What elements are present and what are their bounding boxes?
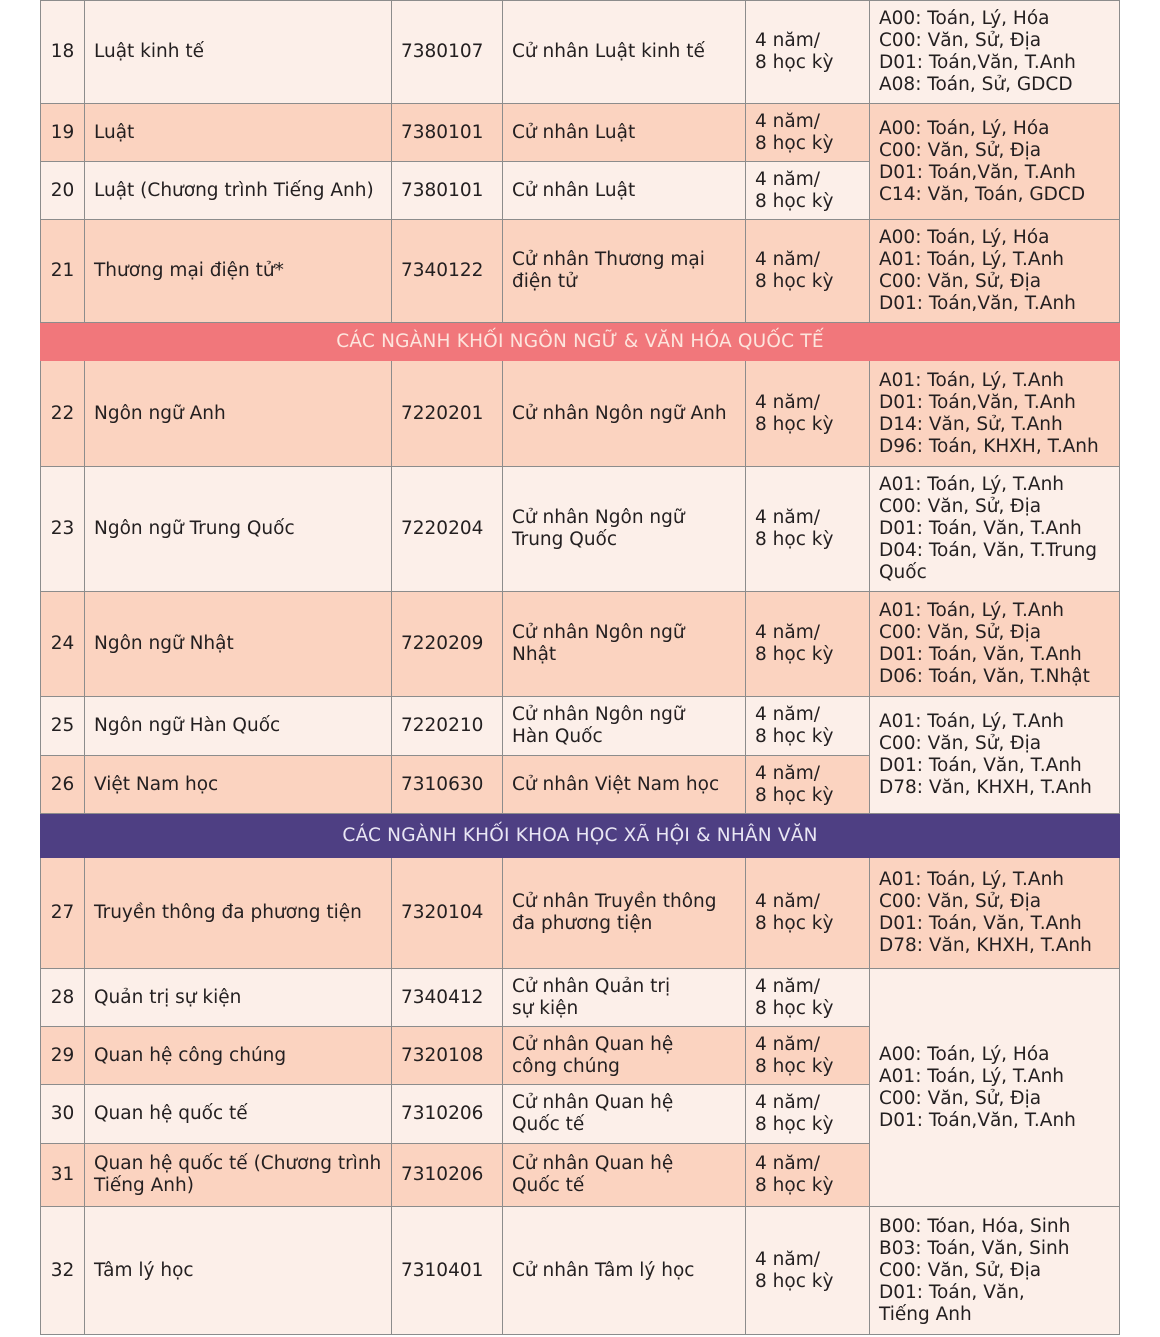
degree-title: Cử nhân Ngôn ngữ Hàn Quốc — [503, 697, 746, 756]
major-code: 7340412 — [392, 969, 503, 1027]
major-name: Ngôn ngữ Anh — [85, 361, 392, 467]
row-number: 29 — [41, 1027, 85, 1085]
major-name: Luật (Chương trình Tiếng Anh) — [85, 162, 392, 220]
section-title: CÁC NGÀNH KHỐI NGÔN NGỮ & VĂN HÓA QUỐC TẾ — [41, 323, 1120, 361]
table-row — [41, 104, 1120, 162]
major-code: 7380101 — [392, 104, 503, 162]
subject-combinations: B00: Tóan, Hóa, Sinh B03: Toán, Văn, Sinh C00: Văn, Sử, Địa D01: Toán, Văn, Tiếng Anh — [870, 1207, 1120, 1335]
degree-title: Cử nhân Ngôn ngữ Nhật — [503, 592, 746, 697]
subject-combinations: A01: Toán, Lý, T.Anh C00: Văn, Sử, Địa D01: Toán, Văn, T.Anh D04: Toán, Văn, T.Trung Quốc — [870, 467, 1120, 592]
degree-title: Cử nhân Thương mại điện tử — [503, 220, 746, 323]
study-duration: 4 năm/ 8 học kỳ — [746, 592, 870, 697]
degree-title: Cử nhân Tâm lý học — [503, 1207, 746, 1335]
row-number: 22 — [41, 361, 85, 467]
row-number: 19 — [41, 104, 85, 162]
subject-combinations: A01: Toán, Lý, T.Anh D01: Toán,Văn, T.Anh D14: Văn, Sử, T.Anh D96: Toán, KHXH, T.Anh — [870, 361, 1120, 467]
table-row — [41, 220, 1120, 323]
degree-title: Cử nhân Quan hệ Quốc tế — [503, 1144, 746, 1207]
study-duration: 4 năm/ 8 học kỳ — [746, 697, 870, 756]
major-code: 7220204 — [392, 467, 503, 592]
major-name: Việt Nam học — [85, 756, 392, 814]
admission-table-container — [40, 0, 1119, 1335]
major-code: 7310206 — [392, 1085, 503, 1144]
major-name: Ngôn ngữ Trung Quốc — [85, 467, 392, 592]
table-row — [41, 969, 1120, 1027]
major-name: Quản trị sự kiện — [85, 969, 392, 1027]
subject-combinations: A00: Toán, Lý, Hóa C00: Văn, Sử, Địa D01: Toán,Văn, T.Anh A08: Toán, Sử, GDCD — [870, 1, 1120, 104]
admission-majors-table — [40, 0, 1120, 1335]
degree-title: Cử nhân Quan hệ công chúng — [503, 1027, 746, 1085]
study-duration: 4 năm/ 8 học kỳ — [746, 104, 870, 162]
major-code: 7380107 — [392, 1, 503, 104]
major-code: 7220210 — [392, 697, 503, 756]
table-row — [41, 1, 1120, 104]
study-duration: 4 năm/ 8 học kỳ — [746, 756, 870, 814]
row-number: 18 — [41, 1, 85, 104]
major-name: Luật — [85, 104, 392, 162]
major-code: 7380101 — [392, 162, 503, 220]
study-duration: 4 năm/ 8 học kỳ — [746, 1207, 870, 1335]
major-name: Ngôn ngữ Hàn Quốc — [85, 697, 392, 756]
table-row — [41, 1207, 1120, 1335]
subject-combinations: A00: Toán, Lý, Hóa A01: Toán, Lý, T.Anh C00: Văn, Sử, Địa D01: Toán,Văn, T.Anh — [870, 969, 1120, 1207]
subject-combinations: A00: Toán, Lý, Hóa A01: Toán, Lý, T.Anh C00: Văn, Sử, Địa D01: Toán,Văn, T.Anh — [870, 220, 1120, 323]
degree-title: Cử nhân Quản trị sự kiện — [503, 969, 746, 1027]
major-name: Thương mại điện tử* — [85, 220, 392, 323]
subject-combinations: A01: Toán, Lý, T.Anh C00: Văn, Sử, Địa D01: Toán, Văn, T.Anh D06: Toán, Văn, T.Nhật — [870, 592, 1120, 697]
degree-title: Cử nhân Truyền thông đa phương tiện — [503, 858, 746, 969]
row-number: 20 — [41, 162, 85, 220]
subject-combinations: A00: Toán, Lý, Hóa C00: Văn, Sử, Địa D01: Toán,Văn, T.Anh C14: Văn, Toán, GDCD — [870, 104, 1120, 220]
major-name: Quan hệ công chúng — [85, 1027, 392, 1085]
major-name: Ngôn ngữ Nhật — [85, 592, 392, 697]
table-row — [41, 592, 1120, 697]
study-duration: 4 năm/ 8 học kỳ — [746, 969, 870, 1027]
study-duration: 4 năm/ 8 học kỳ — [746, 1085, 870, 1144]
degree-title: Cử nhân Ngôn ngữ Trung Quốc — [503, 467, 746, 592]
study-duration: 4 năm/ 8 học kỳ — [746, 467, 870, 592]
degree-title: Cử nhân Luật — [503, 104, 746, 162]
table-row — [41, 467, 1120, 592]
row-number: 31 — [41, 1144, 85, 1207]
study-duration: 4 năm/ 8 học kỳ — [746, 858, 870, 969]
study-duration: 4 năm/ 8 học kỳ — [746, 361, 870, 467]
study-duration: 4 năm/ 8 học kỳ — [746, 1027, 870, 1085]
row-number: 24 — [41, 592, 85, 697]
major-code: 7220209 — [392, 592, 503, 697]
study-duration: 4 năm/ 8 học kỳ — [746, 1, 870, 104]
major-code: 7320108 — [392, 1027, 503, 1085]
row-number: 32 — [41, 1207, 85, 1335]
table-row — [41, 697, 1120, 756]
subject-combinations: A01: Toán, Lý, T.Anh C00: Văn, Sử, Địa D01: Toán, Văn, T.Anh D78: Văn, KHXH, T.Anh — [870, 858, 1120, 969]
row-number: 30 — [41, 1085, 85, 1144]
subject-combinations: A01: Toán, Lý, T.Anh C00: Văn, Sử, Địa D01: Toán, Văn, T.Anh D78: Văn, KHXH, T.Anh — [870, 697, 1120, 814]
degree-title: Cử nhân Luật — [503, 162, 746, 220]
major-code: 7220201 — [392, 361, 503, 467]
row-number: 25 — [41, 697, 85, 756]
section-header-social-sciences — [41, 814, 1120, 858]
study-duration: 4 năm/ 8 học kỳ — [746, 220, 870, 323]
major-code: 7340122 — [392, 220, 503, 323]
degree-title: Cử nhân Luật kinh tế — [503, 1, 746, 104]
row-number: 27 — [41, 858, 85, 969]
section-header-languages — [41, 323, 1120, 361]
degree-title: Cử nhân Ngôn ngữ Anh — [503, 361, 746, 467]
major-name: Truyền thông đa phương tiện — [85, 858, 392, 969]
row-number: 26 — [41, 756, 85, 814]
table-row — [41, 858, 1120, 969]
major-code: 7320104 — [392, 858, 503, 969]
table-row — [41, 361, 1120, 467]
major-code: 7310206 — [392, 1144, 503, 1207]
degree-title: Cử nhân Quan hệ Quốc tế — [503, 1085, 746, 1144]
row-number: 23 — [41, 467, 85, 592]
major-name: Luật kinh tế — [85, 1, 392, 104]
study-duration: 4 năm/ 8 học kỳ — [746, 162, 870, 220]
section-title: CÁC NGÀNH KHỐI KHOA HỌC XÃ HỘI & NHÂN VĂN — [41, 814, 1120, 858]
study-duration: 4 năm/ 8 học kỳ — [746, 1144, 870, 1207]
major-code: 7310401 — [392, 1207, 503, 1335]
major-name: Tâm lý học — [85, 1207, 392, 1335]
row-number: 21 — [41, 220, 85, 323]
row-number: 28 — [41, 969, 85, 1027]
major-code: 7310630 — [392, 756, 503, 814]
major-name: Quan hệ quốc tế — [85, 1085, 392, 1144]
degree-title: Cử nhân Việt Nam học — [503, 756, 746, 814]
major-name: Quan hệ quốc tế (Chương trình Tiếng Anh) — [85, 1144, 392, 1207]
